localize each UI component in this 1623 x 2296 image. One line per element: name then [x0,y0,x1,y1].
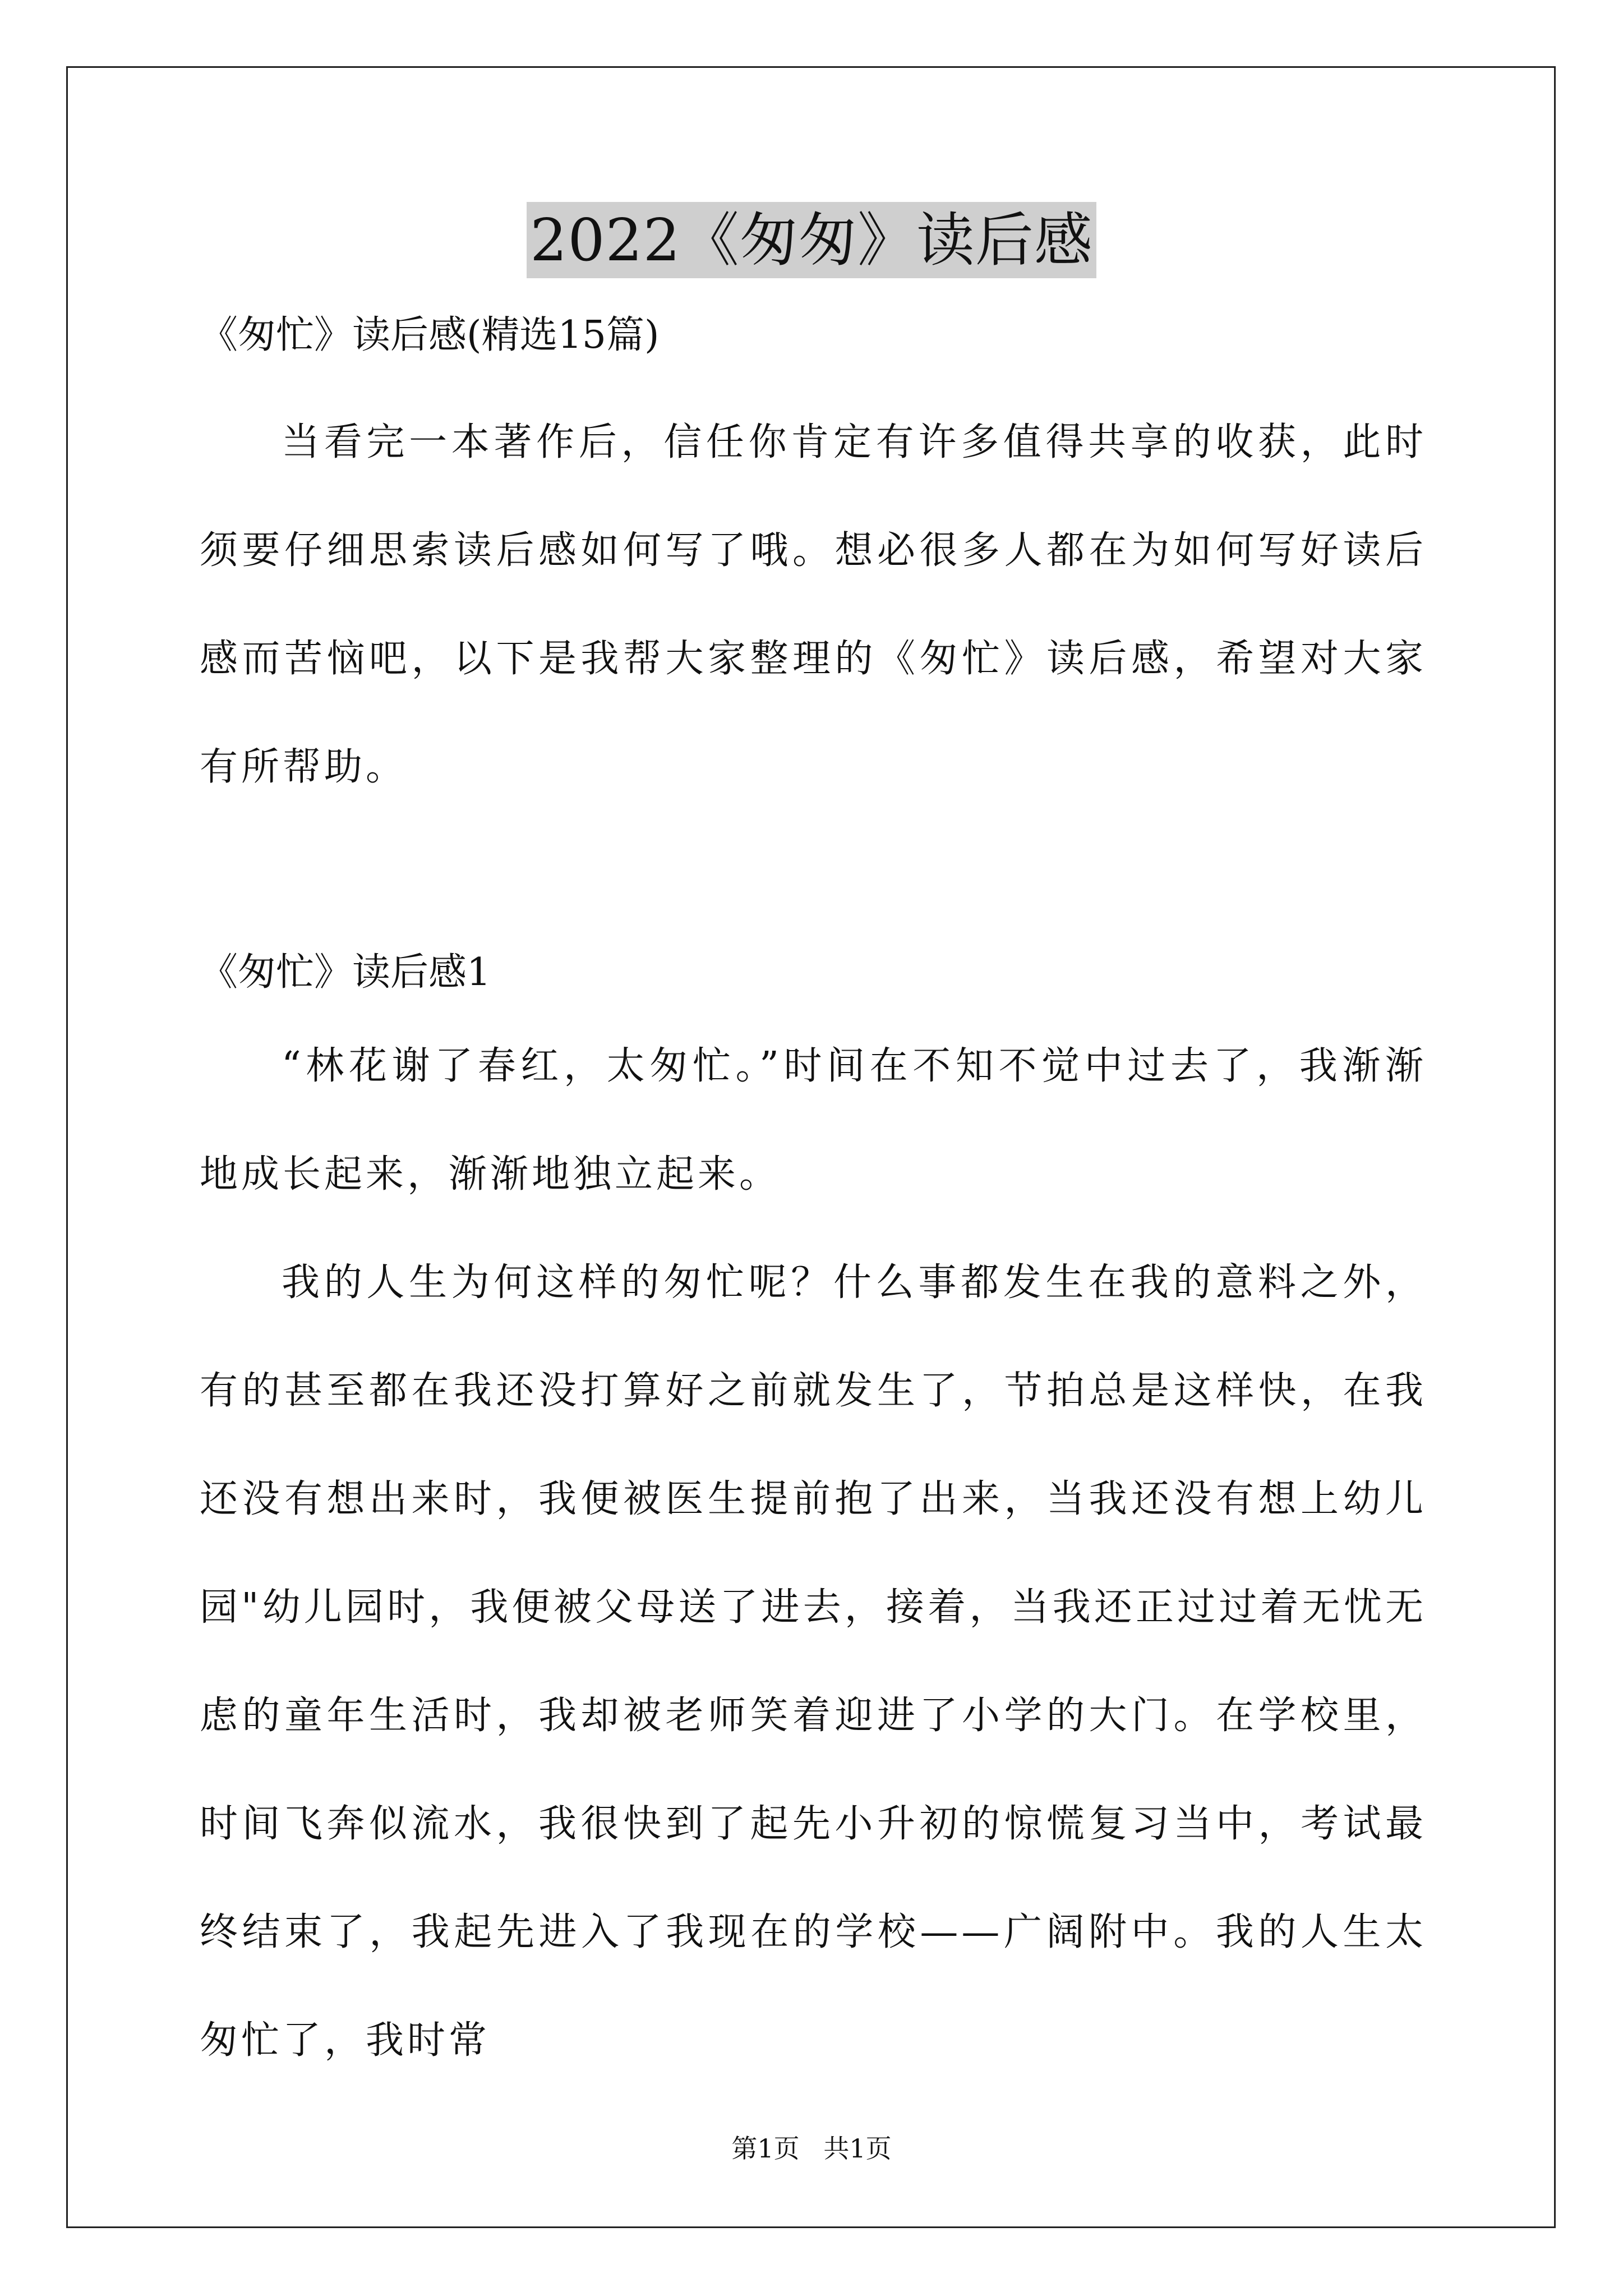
body-paragraph: 我的人生为何这样的匆忙呢？什么事都发生在我的意料之外，有的甚至都在我还没打算好之前就发生了，节拍总是这样快，在我还没有想出来时，我便被医生提前抱了出来，当我还没有想上幼儿园"幼儿园时，我便被父母送了进去，接着，当我还正过过着无忧无虑的童年生活时，我却被老师笑着迎进了小学的大门。在学校里，时间飞奔似流水，我很快到了起先小升初的惊慌复习当中，考试最终结束了，我起先进入了我现在的学校——广阔附中。我的人生太匆忙了，我时常 [200,1260,1427,2063]
section-heading: 《匆忙》读后感1 [200,950,491,995]
intro-paragraph: 当看完一本著作后，信任你肯定有许多值得共享的收获，此时须要仔细思索读后感如何写了哦。想必很多人都在为如何写好读后感而苦恼吧，以下是我帮大家整理的《匆忙》读后感，希望对大家有所帮助。 [200,420,1427,789]
page-total: 共1页 [823,2133,892,2164]
spacer [200,821,1427,933]
page-number: 第1页 [731,2133,800,2164]
title-container [0,202,1623,278]
document-subtitle: 《匆忙》读后感(精选15篇) [200,313,660,357]
body-paragraph: “林花谢了春红，太匆忙。”时间在不知不觉中过去了，我渐渐地成长起来，渐渐地独立起来。 [200,1044,1427,1197]
document-title: 2022《匆匆》读后感 [527,202,1096,278]
page-footer [0,2132,1623,2165]
document-body [200,307,1427,2095]
spacer [200,364,1427,388]
